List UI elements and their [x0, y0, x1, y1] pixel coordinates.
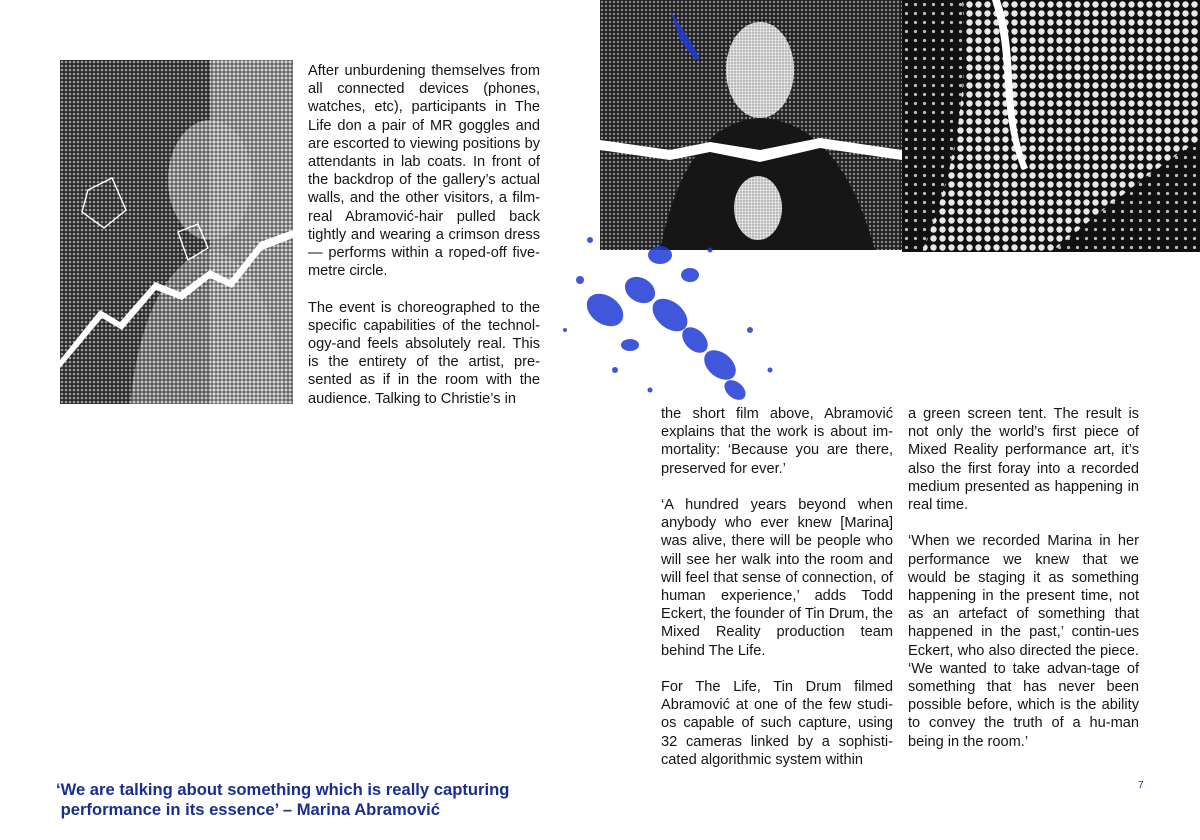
column-2-paragraph-3: For The Life, Tin Drum filmed Abramović at one of the few studi-os capable of such capture, using 32 cameras linked by a sophisti-cated algorithmic system within — [661, 679, 893, 768]
pull-quote-line-2: performance in its essence’ – Marina Abramović — [56, 800, 440, 819]
woman-in-gallery-image — [60, 60, 293, 404]
page-number: 7 — [1138, 780, 1144, 791]
column-2-paragraph-2: ‘A hundred years beyond when anybody who ever knew [Marina] was alive, there will be people who will see her walk into the room and will feel that sense of connection, of human experience,’ adds Todd Eckert, the founder of Tin Drum, the Mixed Reality production team behind The Life. — [661, 497, 893, 659]
column-3-paragraph-1: a green screen tent. The result is not only the world’s first piece of Mixed Reality performance art, it’s also the first foray into a recorded medium presented as happening in real time. — [908, 406, 1139, 514]
column-2-paragraph-1: the short film above, Abramović explains that the work is about im-mortality: ‘Because you are there, preserved for ever.’ — [661, 406, 893, 477]
column-3-paragraph-2: ‘When we recorded Marina in her performance we knew that we would be staging it as something happening in the present time, not as an artefact of something that happened in the past,’ contin-ues Eckert, who also directed the piece. ‘We wanted to take advan-tage of something that has never been possible before, which is the ability to convey the truth of a hu-man being in the room.’ — [908, 533, 1139, 750]
pull-quote — [56, 780, 576, 820]
abramovic-portrait-photo — [600, 0, 902, 250]
pull-quote-line-1: ‘We are talking about something which is really capturing — [56, 780, 510, 799]
article-column-2 — [661, 405, 893, 769]
article-column-3 — [908, 405, 1139, 751]
halftone-detail-image — [902, 0, 1200, 252]
column-1-paragraph-1: After unburdening themselves from all connected devices (phones, watches, etc), participants in The Life don a pair of MR goggles and are escorted to viewing positions by attendants in lab coats. In front of the backdrop of the gallery’s actual walls, and the other visitors, a film-real Abramović-hair pulled back tightly and wearing a crimson dress — performs within a roped-off five-metre circle. — [308, 63, 540, 280]
woman-in-gallery-photo — [60, 60, 293, 404]
column-1-paragraph-2: The event is choreographed to the specific capabilities of the technol-ogy-and feels absolutely real. This is the entirety of the artist, pre-sented as if in the room with the audience. Talking to Christie’s in — [308, 299, 540, 407]
article-column-1 — [308, 62, 540, 408]
abramovic-portrait-image — [600, 0, 902, 250]
halftone-detail-photo — [902, 0, 1200, 252]
